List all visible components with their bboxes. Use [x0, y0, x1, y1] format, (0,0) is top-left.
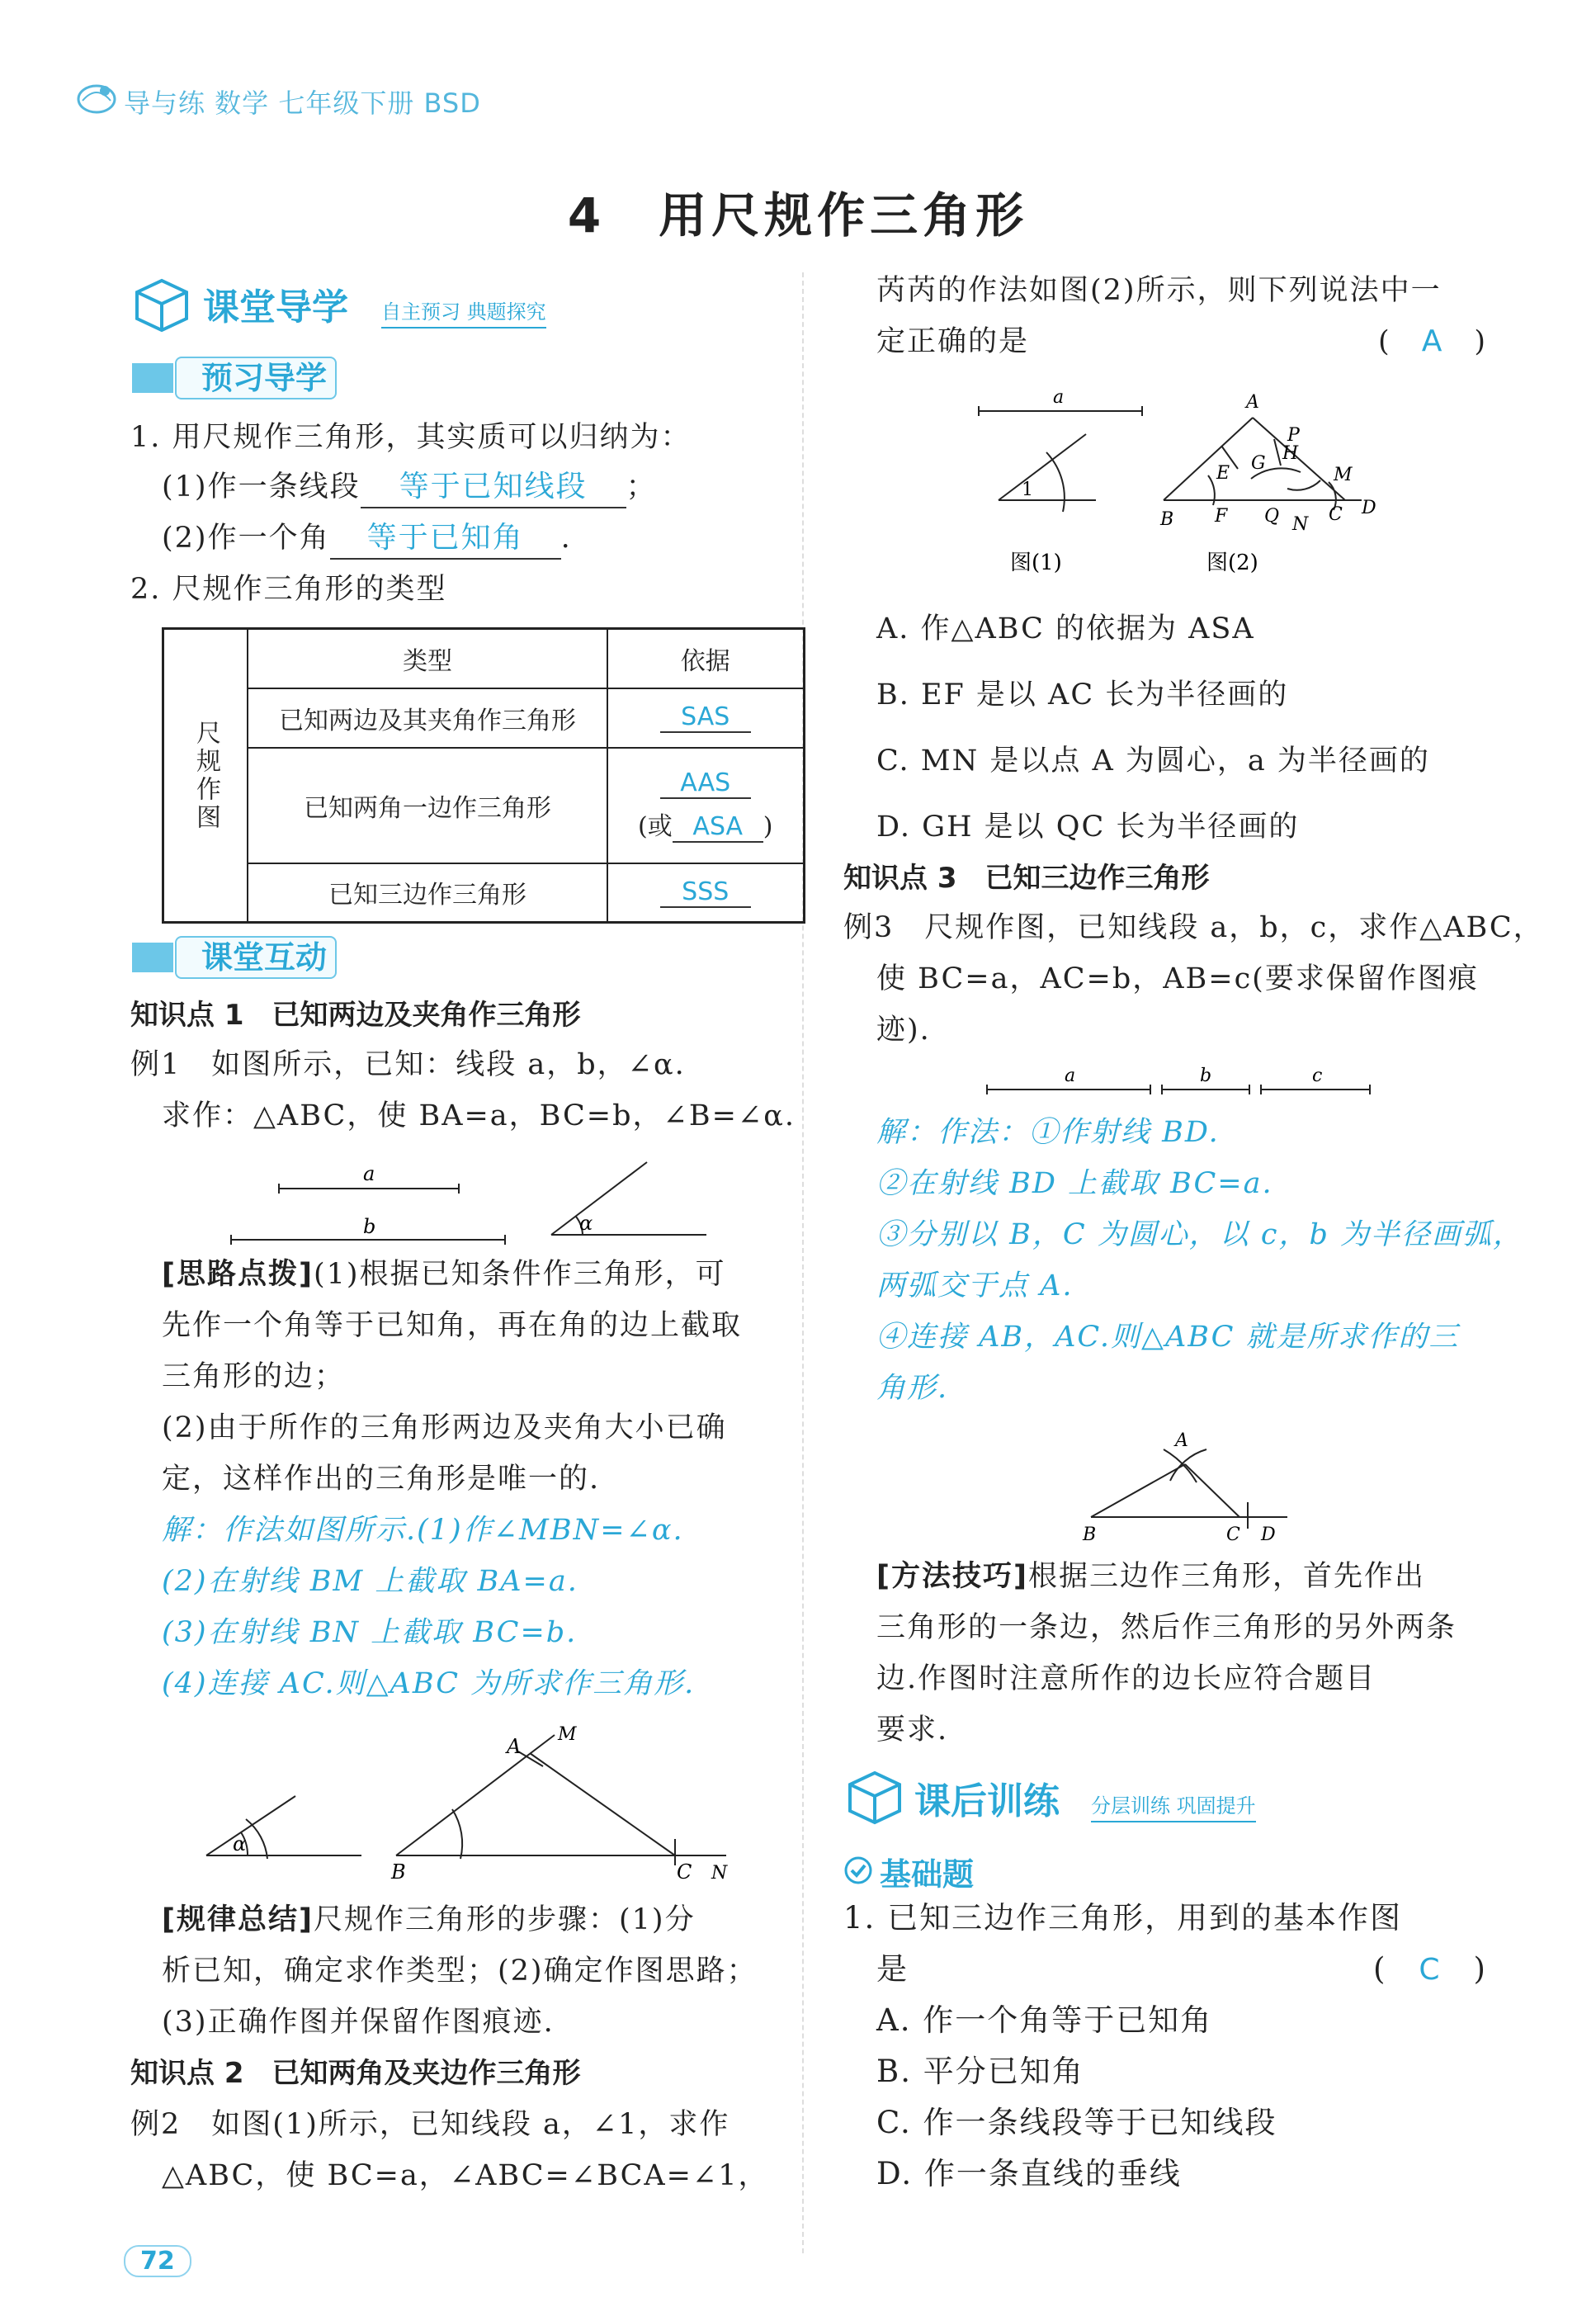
prep-q1-a-answer: 等于已知线段 — [361, 467, 626, 508]
svg-text:D: D — [1362, 498, 1376, 518]
ex3-solution-3: ③分别以 B，C 为圆心，以 c，b 为半径画弧， — [876, 1218, 1524, 1251]
ex1-tip-4: (2)由于所作的三角形两边及夹角大小已确 — [162, 1411, 727, 1444]
knowledge-point-2: 知识点 2 已知两角及夹边作三角形 — [130, 2057, 581, 2090]
prep-q1-stem: 1. 用尺规作三角形，其实质可以归纳为： — [130, 421, 692, 454]
check-icon — [843, 1855, 873, 1888]
svg-text:H: H — [1282, 443, 1299, 464]
fig2-caption-1: 图(1) — [1010, 551, 1062, 575]
ex1-line1: 例1 如图所示，已知：线段 a，b，∠α. — [130, 1048, 686, 1081]
ex1-solution-2: (2)在射线 BM 上截取 BA=a. — [162, 1565, 578, 1598]
q1-option-a: A. 作一个角等于已知角 — [876, 2002, 1213, 2038]
logo-icon — [76, 76, 117, 117]
svg-text:C: C — [1226, 1524, 1240, 1545]
ex3-method-2: 三角形的一条边，然后作三角形的另外两条 — [876, 1611, 1457, 1644]
ex1-tip-3: 三角形的边； — [162, 1360, 346, 1393]
ex1-summary-3: (3)正确作图并保留作图痕迹. — [162, 2006, 555, 2039]
prep-q1-a: (1)作一条线段 等于已知线段 ； — [162, 467, 657, 508]
section-title-practice: 课后训练 — [914, 1780, 1060, 1822]
q1-stem-1: 1. 已知三边作三角形，用到的基本作图 — [843, 1900, 1403, 1936]
table-row2-type: 已知两角一边作三角形 — [248, 748, 607, 863]
ex3-solution-5: ④连接 AB，AC.则△ABC 就是所求作的三 — [876, 1321, 1460, 1354]
knowledge-point-3: 知识点 3 已知三边作三角形 — [843, 862, 1210, 895]
ex1-summary-1: [规律总结]尺规作三角形的步骤：(1)分 — [162, 1903, 696, 1936]
svg-text:N: N — [1292, 514, 1309, 535]
prep-q2: 2. 尺规作三角形的类型 — [130, 573, 447, 606]
label-A: A — [507, 1735, 522, 1758]
ex2-right-line1: 芮芮的作法如图(2)所示，则下列说法中一 — [876, 274, 1442, 307]
ex2-option-a: A. 作△ABC 的依据为 ASA — [876, 612, 1255, 645]
svg-text:F: F — [1215, 506, 1228, 527]
q1-option-c: C. 作一条线段等于已知线段 — [876, 2105, 1277, 2140]
table-row1-answer: SAS — [660, 702, 751, 733]
ex2-option-c: C. MN 是以点 A 为圆心，a 为半径画的 — [876, 745, 1430, 778]
section-subtitle-practice: 分层训练 巩固提升 — [1091, 1789, 1256, 1822]
label-b: b — [363, 1215, 376, 1238]
tab-preview: 预习导学 — [175, 357, 337, 399]
q1-stem-2: 是 ( C ) — [876, 1951, 1487, 1987]
fig2-caption-2: 图(2) — [1206, 551, 1258, 575]
ex2-right-line2: 定正确的是 ( A ) — [876, 324, 1487, 358]
svg-text:G: G — [1251, 453, 1266, 474]
ex2-line2: △ABC，使 BC=a，∠ABC=∠BCA=∠1， — [162, 2159, 769, 2192]
svg-text:B: B — [1083, 1524, 1097, 1545]
section-title-classroom: 课堂导学 — [203, 286, 348, 329]
column-divider — [802, 272, 804, 2253]
fig2-label-1: 1 — [1022, 480, 1033, 500]
ex1-tip-5: 定，这样作出的三角形是唯一的. — [162, 1463, 601, 1496]
ex1-line2: 求作：△ABC，使 BA=a，BC=b，∠B=∠α. — [162, 1099, 796, 1132]
svg-text:α: α — [233, 1832, 247, 1855]
svg-text:D: D — [1261, 1524, 1276, 1545]
ex3-method-1: [方法技巧]根据三边作三角形，首先作出 — [876, 1560, 1426, 1593]
label-C: C — [677, 1860, 692, 1882]
label-M: M — [558, 1724, 577, 1745]
ex3-solution-6: 角形. — [876, 1372, 949, 1405]
ex3-line1: 例3 尺规作图，已知线段 a，b，c，求作△ABC， — [843, 911, 1544, 944]
ex3-method-3: 边.作图时注意所作的边长应符合题目 — [876, 1662, 1376, 1695]
table-row2-answer: AAS — [660, 768, 751, 799]
ex1-solution-3: (3)在射线 BN 上截取 BC=b. — [162, 1616, 578, 1649]
q1-answer: C — [1419, 1953, 1442, 1987]
ex1-given-figure — [223, 1156, 718, 1246]
cube-icon — [130, 276, 193, 337]
label-a: a — [363, 1162, 375, 1185]
ex2-line1: 例2 如图(1)所示，已知线段 a，∠1，求作 — [130, 2108, 730, 2141]
ex1-solution-1: 解：作法如图所示.(1)作∠MBN=∠α. — [162, 1514, 684, 1547]
ex3-solution-2: ②在射线 BD 上截取 BC=a. — [876, 1167, 1273, 1200]
table-row2-alt-answer: ASA — [673, 812, 763, 843]
ex1-summary-2: 析已知，确定求作类型；(2)确定作图思路； — [162, 1955, 758, 1988]
svg-text:B: B — [1160, 509, 1174, 530]
table-header-basis: 依据 — [607, 629, 804, 688]
svg-text:Q: Q — [1264, 506, 1280, 527]
svg-text:M: M — [1334, 465, 1353, 485]
label-N: N — [711, 1863, 728, 1882]
tab-interaction: 课堂互动 — [175, 936, 337, 979]
q1-option-b: B. 平分已知角 — [876, 2054, 1084, 2089]
basic-questions-title: 基础题 — [880, 1856, 975, 1893]
ex3-method-4: 要求. — [876, 1714, 949, 1747]
ex3-line3: 迹). — [876, 1014, 931, 1047]
ex2-option-b: B. EF 是以 AC 长为半径画的 — [876, 678, 1289, 711]
page-title: 4 用尺规作三角形 — [567, 187, 1029, 243]
svg-text:a: a — [1065, 1066, 1076, 1086]
ex3-solution-4: 两弧交于点 A. — [876, 1269, 1074, 1302]
ex1-solution-4: (4)连接 AC.则△ABC 为所求作三角形. — [162, 1667, 696, 1700]
table-header-type: 类型 — [248, 629, 607, 688]
cube-icon — [843, 1768, 906, 1829]
svg-text:P: P — [1287, 425, 1300, 446]
svg-text:A: A — [1175, 1430, 1188, 1451]
svg-text:b: b — [1200, 1066, 1212, 1086]
fig2-label-a: a — [1053, 387, 1065, 408]
construction-types-table: 尺规作图 类型 依据 已知两边及其夹角作三角形 SAS 已知两角一边作三角形 AAS (或 ASA ) 已知三边作三角形 SSS — [162, 627, 805, 924]
tab-marker — [132, 943, 173, 972]
svg-text:C: C — [1329, 504, 1343, 525]
ex2-option-d: D. GH 是以 QC 长为半径画的 — [876, 811, 1300, 844]
ex2-figures — [974, 380, 1403, 586]
table-row3-type: 已知三边作三角形 — [248, 863, 607, 923]
table-row1-type: 已知两边及其夹角作三角形 — [248, 688, 607, 748]
tab-marker — [132, 363, 173, 393]
prep-q1-b-answer: 等于已知角 — [330, 518, 561, 560]
ex1-tip-2: 先作一个角等于已知角，再在角的边上截取 — [162, 1309, 743, 1342]
ex3-given-segments — [982, 1057, 1378, 1106]
table-row3-answer: SSS — [660, 877, 751, 908]
page-number: 72 — [124, 2245, 191, 2277]
label-alpha: α — [579, 1212, 593, 1235]
svg-text:A: A — [1246, 392, 1259, 413]
label-B: B — [391, 1860, 406, 1882]
ex3-line2: 使 BC=a，AC=b，AB=c(要求保留作图痕 — [876, 962, 1479, 995]
prep-q1-b: (2)作一个角 等于已知角 . — [162, 518, 572, 560]
ex1-tip-1: [思路点拨](1)根据已知条件作三角形，可 — [162, 1258, 726, 1291]
knowledge-point-1: 知识点 1 已知两边及夹角作三角形 — [130, 999, 581, 1032]
svg-text:c: c — [1312, 1066, 1323, 1086]
section-subtitle-classroom: 自主预习 典题探究 — [381, 295, 546, 329]
table-side-label: 尺规作图 — [163, 629, 248, 923]
ex1-construction-figure — [198, 1717, 743, 1882]
ex3-construction-figure — [1073, 1416, 1320, 1548]
book-header: 导与练 数学 七年级下册 BSD — [124, 87, 481, 119]
ex2-answer: A — [1421, 324, 1444, 358]
ex3-solution-1: 解：作法：①作射线 BD. — [876, 1116, 1220, 1149]
svg-text:E: E — [1216, 463, 1230, 484]
q1-option-d: D. 作一条直线的垂线 — [876, 2156, 1182, 2191]
